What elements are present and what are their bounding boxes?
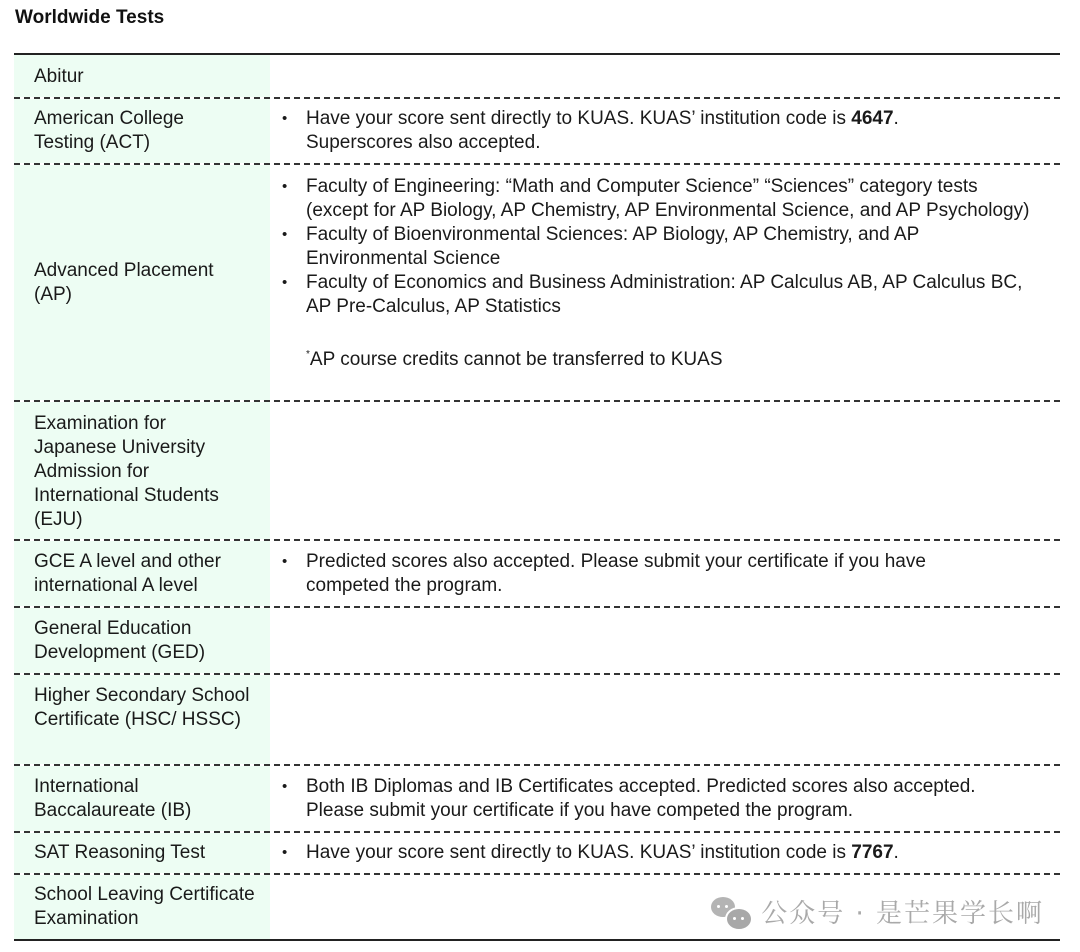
test-details <box>270 165 1060 400</box>
note-mark: * <box>306 349 310 360</box>
table-row <box>14 55 1060 97</box>
ap-note <box>278 343 1040 372</box>
table-row <box>14 163 1060 400</box>
watermark <box>711 893 1044 930</box>
table-row <box>14 400 1060 539</box>
test-details <box>270 766 1060 831</box>
test-details <box>270 675 1060 764</box>
bullet-item: • Faculty of Economics and Business Administration: AP Calculus AB, AP Calculus BC, AP Pre-Calculus, AP Statistics <box>278 271 1040 319</box>
watermark-text: 公众号 · 是芒果学长啊 <box>761 899 1044 929</box>
table-row <box>14 606 1060 673</box>
tests-table <box>14 53 1060 941</box>
test-details <box>270 833 1060 873</box>
test-name: American College Testing (ACT) <box>14 99 270 163</box>
test-name: International Baccalaureate (IB) <box>14 766 270 831</box>
test-name: Abitur <box>14 55 270 97</box>
test-name: School Leaving Certificate Examination <box>14 875 270 939</box>
wechat-icon <box>711 895 751 929</box>
test-details <box>270 402 1060 539</box>
bullet-item: • Have your score sent directly to KUAS. KUAS’ institution code is 4647. Superscores also accepted. <box>278 107 970 155</box>
bullet-item: • Have your score sent directly to KUAS. KUAS’ institution code is 7767. <box>278 841 1060 865</box>
test-name-text: Advanced Placement (AP) <box>34 259 214 305</box>
test-details <box>270 55 1060 97</box>
note-text: AP course credits cannot be transferred to KUAS <box>309 349 723 370</box>
table-row <box>14 673 1060 764</box>
bullet-item: • Both IB Diplomas and IB Certificates accepted. Predicted scores also accepted. Please submit your certificate if you have competed the program. <box>278 775 1030 823</box>
test-name: SAT Reasoning Test <box>14 833 270 873</box>
test-details <box>270 541 1060 606</box>
test-name: General Education Development (GED) <box>14 608 270 673</box>
test-name <box>14 165 270 400</box>
table-row <box>14 97 1060 163</box>
table-row <box>14 831 1060 873</box>
test-name: Higher Secondary School Certificate (HSC/ HSSC) <box>14 675 270 764</box>
test-name: Examination for Japanese University Admission for International Students (EJU) <box>14 402 270 539</box>
bullet-item: • Faculty of Engineering: “Math and Computer Science” “Sciences” category tests (except for AP Biology, AP Chemistry, AP Environmental Science, and AP Psychology) <box>278 175 1040 223</box>
section-title: Worldwide Tests <box>15 7 165 28</box>
test-details <box>270 99 1060 163</box>
table-row <box>14 764 1060 831</box>
test-details <box>270 608 1060 673</box>
table-row <box>14 539 1060 606</box>
bullet-item: • Faculty of Bioenvironmental Sciences: AP Biology, AP Chemistry, and AP Environmental Science <box>278 223 1040 271</box>
test-name: GCE A level and other international A level <box>14 541 270 606</box>
bullet-item: • Predicted scores also accepted. Please submit your certificate if you have competed the program. <box>278 550 980 598</box>
